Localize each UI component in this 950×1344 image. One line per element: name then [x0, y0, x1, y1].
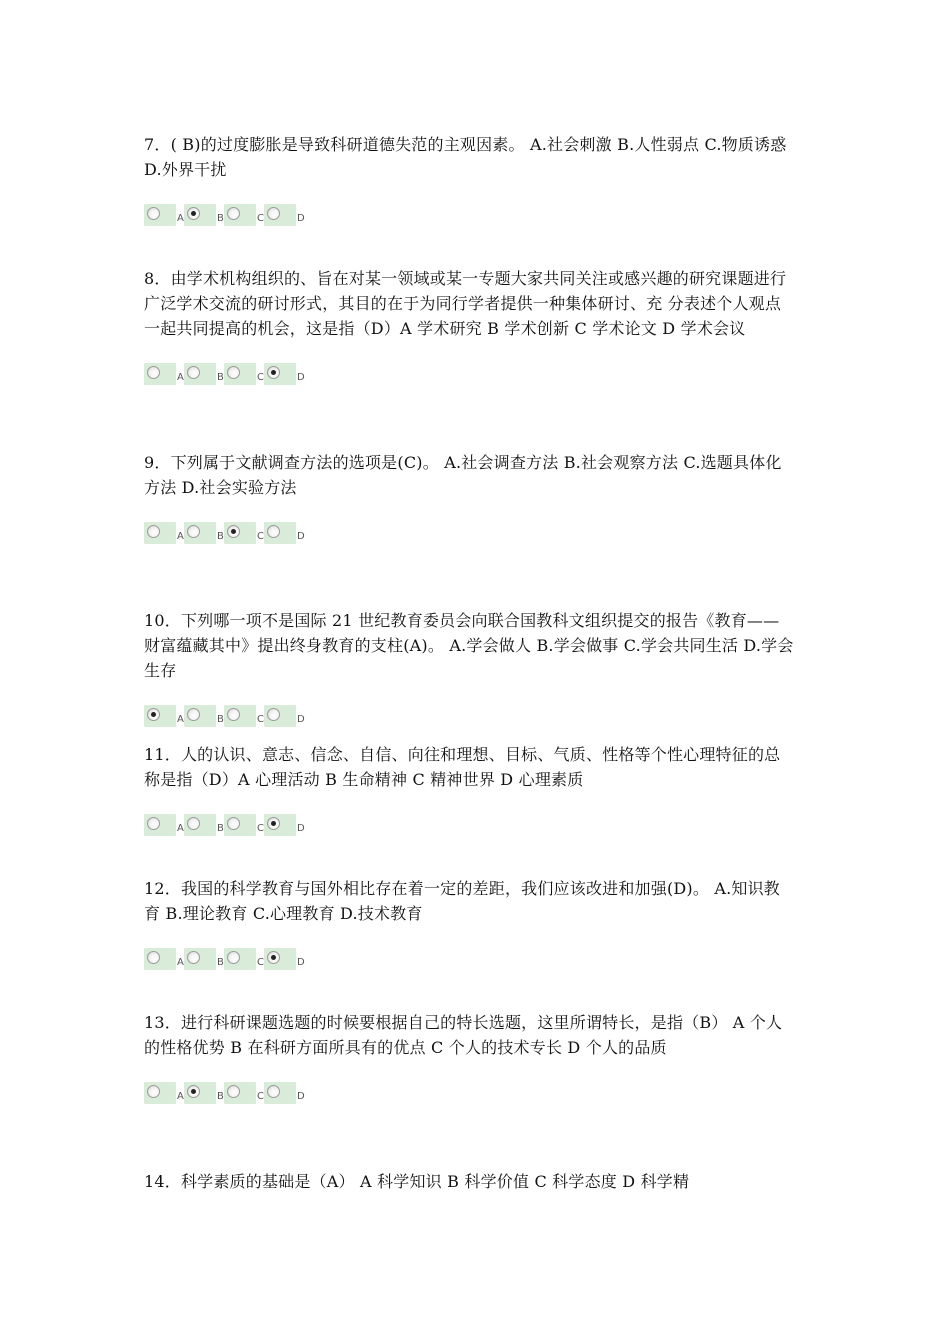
answer-choices: [144, 948, 794, 974]
choice-a[interactable]: [144, 814, 184, 840]
question-text: 9．下列属于文献调查方法的选项是(C)。 A.社会调查方法 B.社会观察方法 C.选题具体化方法 D.社会实验方法: [144, 453, 782, 497]
choice-label: C: [257, 372, 264, 383]
choice-a[interactable]: [144, 522, 184, 548]
question-text: 10．下列哪一项不是国际 21 世纪教育委员会向联合国教科文组织提交的报告《教育——财富蕴藏其中》提出终身教育的支柱(A)。 A.学会做人 B.学会做事 C.学会共同生活 D.学会生存: [144, 611, 794, 680]
choice-label: A: [177, 957, 184, 968]
radio-background: [184, 204, 216, 226]
choice-label: B: [217, 372, 224, 383]
radio-selected-icon[interactable]: [187, 207, 200, 220]
choice-label: B: [217, 1091, 224, 1102]
radio-icon[interactable]: [227, 951, 240, 964]
radio-icon[interactable]: [267, 1085, 280, 1098]
question-text: 12．我国的科学教育与国外相比存在着一定的差距，我们应该改进和加强(D)。 A.知识教育 B.理论教育 C.心理教育 D.技术教育: [144, 879, 780, 923]
radio-background: [184, 522, 216, 544]
choice-d[interactable]: [264, 705, 304, 731]
radio-background: [224, 705, 256, 727]
question-text: 13．进行科研课题选题的时候要根据自己的特长选题，这里所谓特长，是指（B） A 个人的性格优势 B 在科研方面所具有的优点 C 个人的技术专长 D 个人的品质: [144, 1013, 783, 1057]
radio-icon[interactable]: [267, 207, 280, 220]
choice-label: C: [257, 531, 264, 542]
choice-b[interactable]: [184, 814, 224, 840]
choice-label: B: [217, 531, 224, 542]
answer-choices: [144, 705, 794, 731]
radio-background: [264, 1082, 296, 1104]
radio-icon[interactable]: [267, 708, 280, 721]
radio-background: [184, 1082, 216, 1104]
choice-c[interactable]: [224, 1082, 264, 1108]
question-8: [144, 266, 794, 389]
choice-label: C: [257, 957, 264, 968]
choice-label: C: [257, 823, 264, 834]
choice-label: D: [297, 213, 305, 224]
radio-selected-icon[interactable]: [267, 951, 280, 964]
choice-c[interactable]: [224, 814, 264, 840]
choice-label: B: [217, 823, 224, 834]
radio-background: [144, 814, 176, 836]
radio-icon[interactable]: [227, 817, 240, 830]
answer-choices: [144, 522, 794, 548]
radio-icon[interactable]: [267, 525, 280, 538]
radio-icon[interactable]: [187, 366, 200, 379]
radio-background: [184, 814, 216, 836]
question-text: 7．( B)的过度膨胀是导致科研道德失范的主观因素。 A.社会刺激 B.人性弱点 C.物质诱惑 D.外界干扰: [144, 135, 787, 179]
radio-background: [264, 948, 296, 970]
question-13: [144, 1010, 794, 1108]
radio-icon[interactable]: [187, 525, 200, 538]
radio-background: [184, 363, 216, 385]
radio-icon[interactable]: [227, 207, 240, 220]
choice-a[interactable]: [144, 204, 184, 230]
radio-background: [264, 363, 296, 385]
radio-selected-icon[interactable]: [187, 1085, 200, 1098]
radio-background: [184, 948, 216, 970]
choice-a[interactable]: [144, 363, 184, 389]
choice-d[interactable]: [264, 522, 304, 548]
question-7: [144, 132, 794, 230]
choice-label: A: [177, 531, 184, 542]
choice-d[interactable]: [264, 1082, 304, 1108]
question-10: [144, 608, 794, 731]
choice-d[interactable]: [264, 204, 304, 230]
radio-icon[interactable]: [147, 207, 160, 220]
choice-label: D: [297, 372, 305, 383]
choice-label: B: [217, 714, 224, 725]
radio-icon[interactable]: [147, 525, 160, 538]
question-9: [144, 450, 794, 548]
radio-background: [144, 363, 176, 385]
choice-c[interactable]: [224, 363, 264, 389]
radio-background: [184, 705, 216, 727]
radio-background: [144, 1082, 176, 1104]
choice-c[interactable]: [224, 705, 264, 731]
radio-background: [264, 522, 296, 544]
radio-selected-icon[interactable]: [147, 708, 160, 721]
answer-choices: [144, 1082, 794, 1108]
radio-icon[interactable]: [227, 366, 240, 379]
choice-label: C: [257, 1091, 264, 1102]
question-12: [144, 876, 794, 974]
choice-label: B: [217, 213, 224, 224]
radio-selected-icon[interactable]: [267, 817, 280, 830]
radio-background: [144, 204, 176, 226]
choice-label: C: [257, 714, 264, 725]
choice-label: A: [177, 213, 184, 224]
radio-icon[interactable]: [147, 951, 160, 964]
choice-a[interactable]: [144, 948, 184, 974]
radio-background: [264, 204, 296, 226]
choice-d[interactable]: [264, 363, 304, 389]
choice-label: D: [297, 531, 305, 542]
choice-c[interactable]: [224, 522, 264, 548]
radio-icon[interactable]: [187, 951, 200, 964]
radio-icon[interactable]: [187, 708, 200, 721]
question-11: [144, 742, 794, 840]
radio-background: [224, 814, 256, 836]
question-14: [144, 1169, 794, 1194]
radio-icon[interactable]: [187, 817, 200, 830]
choice-label: D: [297, 714, 305, 725]
choice-b[interactable]: [184, 204, 224, 230]
choice-b[interactable]: [184, 363, 224, 389]
question-text: 14．科学素质的基础是（A） A 科学知识 B 科学价值 C 科学态度 D 科学精: [144, 1172, 690, 1191]
radio-background: [144, 705, 176, 727]
radio-icon[interactable]: [147, 817, 160, 830]
radio-background: [264, 705, 296, 727]
radio-background: [224, 522, 256, 544]
choice-c[interactable]: [224, 204, 264, 230]
choice-label: A: [177, 714, 184, 725]
choice-d[interactable]: [264, 814, 304, 840]
radio-background: [144, 522, 176, 544]
choice-a[interactable]: [144, 705, 184, 731]
question-text: 11．人的认识、意志、信念、自信、向往和理想、目标、气质、性格等个性心理特征的总称是指（D）A 心理活动 B 生命精神 C 精神世界 D 心理素质: [144, 745, 781, 789]
radio-icon[interactable]: [147, 366, 160, 379]
answer-choices: [144, 204, 794, 230]
choice-b[interactable]: [184, 1082, 224, 1108]
radio-background: [224, 948, 256, 970]
choice-label: C: [257, 213, 264, 224]
radio-background: [264, 814, 296, 836]
radio-background: [224, 363, 256, 385]
choice-label: D: [297, 823, 305, 834]
answer-choices: [144, 363, 794, 389]
choice-label: A: [177, 1091, 184, 1102]
choice-b[interactable]: [184, 948, 224, 974]
choice-label: D: [297, 1091, 305, 1102]
choice-b[interactable]: [184, 705, 224, 731]
answer-choices: [144, 814, 794, 840]
radio-background: [144, 948, 176, 970]
choice-label: A: [177, 823, 184, 834]
choice-a[interactable]: [144, 1082, 184, 1108]
choice-label: B: [217, 957, 224, 968]
radio-icon[interactable]: [147, 1085, 160, 1098]
radio-background: [224, 204, 256, 226]
question-text: 8．由学术机构组织的、旨在对某一领域或某一专题大家共同关注或感兴趣的研究课题进行广泛学术交流的研讨形式，其目的在于为同行学者提供一种集体研讨、充 分表述个人观点一起共同提高的机会，这是指（D）A 学术研究 B 学术创新 C 学术论文 D 学术会议: [144, 269, 787, 338]
radio-icon[interactable]: [227, 1085, 240, 1098]
choice-c[interactable]: [224, 948, 264, 974]
choice-label: A: [177, 372, 184, 383]
radio-selected-icon[interactable]: [267, 366, 280, 379]
radio-selected-icon[interactable]: [227, 525, 240, 538]
choice-d[interactable]: [264, 948, 304, 974]
choice-b[interactable]: [184, 522, 224, 548]
choice-label: D: [297, 957, 305, 968]
radio-icon[interactable]: [227, 708, 240, 721]
radio-background: [224, 1082, 256, 1104]
